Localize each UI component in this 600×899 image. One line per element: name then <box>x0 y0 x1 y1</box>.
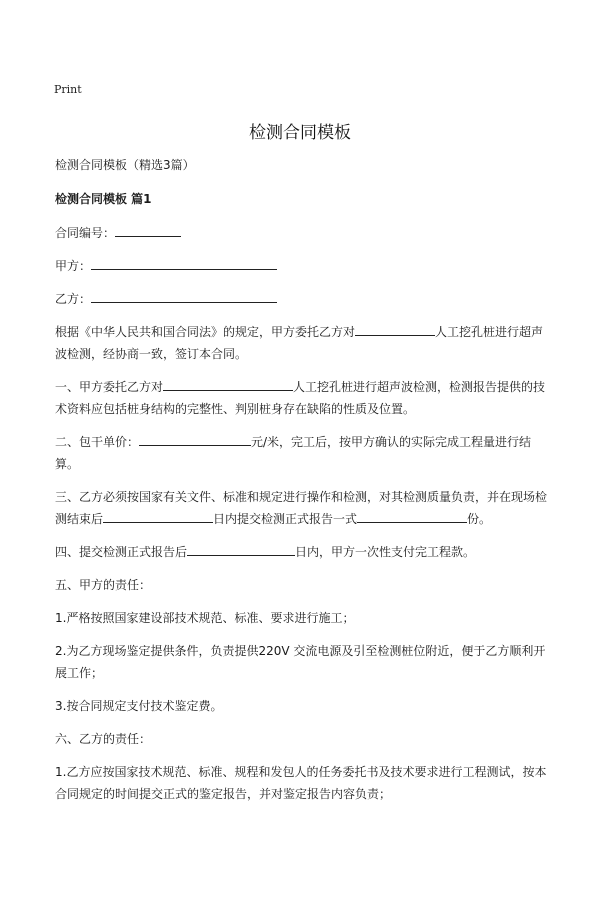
contract-number-field <box>55 222 550 244</box>
document-body <box>55 154 550 816</box>
clause-1-blank[interactable] <box>163 376 293 391</box>
document-subtitle: 检测合同模板（精选3篇） <box>55 158 195 172</box>
clause-6-item-1: 1.乙方应按国家技术规范、标准、规程和发包人的任务委托书及技术要求进行工程测试，按本合同规定的时间提交正式的鉴定报告，并对鉴定报告内容负责； <box>55 765 547 801</box>
contract-number-blank[interactable] <box>115 222 181 237</box>
party-b-field <box>55 288 550 310</box>
print-label: Print <box>54 83 82 96</box>
clause-4-text-1: 四、提交检测正式报告后 <box>55 545 188 559</box>
party-a-label: 甲方： <box>55 259 92 273</box>
clause-2-text-1: 二、包干单价： <box>55 435 140 449</box>
clause-1 <box>55 376 550 420</box>
intro-paragraph <box>55 321 550 365</box>
party-b-blank[interactable] <box>91 288 277 303</box>
document-title: 检测合同模板 <box>249 123 351 143</box>
clause-5-item-1: 1.严格按照国家建设部技术规范、标准、要求进行施工； <box>55 611 355 625</box>
clause-2 <box>55 431 550 475</box>
section-heading: 检测合同模板 篇1 <box>55 192 152 206</box>
clause-1-text-2: 人工挖孔桩进行超声波检测，检测报告提供的技术资料应包括桩身结构的完整性、判别桩身存在缺陷的性质及位置。 <box>55 380 546 416</box>
clause-3-blank-copies[interactable] <box>357 508 467 523</box>
clause-3-text-2: 日内提交检测正式报告一式 <box>213 512 358 526</box>
clause-1-text-1: 一、甲方委托乙方对 <box>55 380 164 394</box>
intro-text-2: 人工挖孔桩进行超声波检测，经协商一致，签订本合同。 <box>55 325 544 361</box>
clause-4-text-2: 日内，甲方一次性支付完工程款。 <box>295 545 476 559</box>
clause-4 <box>55 541 550 563</box>
clause-3-text-3: 份。 <box>467 512 492 526</box>
clause-2-text-2: 元/米，完工后，按甲方确认的实际完成工程量进行结算。 <box>55 435 532 471</box>
clause-2-blank[interactable] <box>139 431 251 446</box>
contract-number-label: 合同编号： <box>55 226 116 240</box>
intro-blank[interactable] <box>355 321 435 336</box>
party-a-blank[interactable] <box>91 255 277 270</box>
clause-3 <box>55 486 550 530</box>
clause-3-blank-days[interactable] <box>103 508 213 523</box>
clause-4-blank[interactable] <box>187 541 295 556</box>
party-b-label: 乙方： <box>55 292 92 306</box>
clause-6-title: 六、乙方的责任： <box>55 732 152 746</box>
party-a-field <box>55 255 550 277</box>
clause-5-title: 五、甲方的责任： <box>55 578 152 592</box>
clause-3-text-1: 三、乙方必须按国家有关文件、标准和规定进行操作和检测，对其检测质量负责，并在现场检测结束后 <box>55 490 548 526</box>
clause-5-item-2: 2.为乙方现场鉴定提供条件，负责提供220V 交流电源及引至检测桩位附近，便于乙方顺利开展工作； <box>55 644 546 680</box>
intro-text-1: 根据《中华人民共和国合同法》的规定，甲方委托乙方对 <box>55 325 356 339</box>
clause-5-item-3: 3.按合同规定支付技术鉴定费。 <box>55 699 223 713</box>
